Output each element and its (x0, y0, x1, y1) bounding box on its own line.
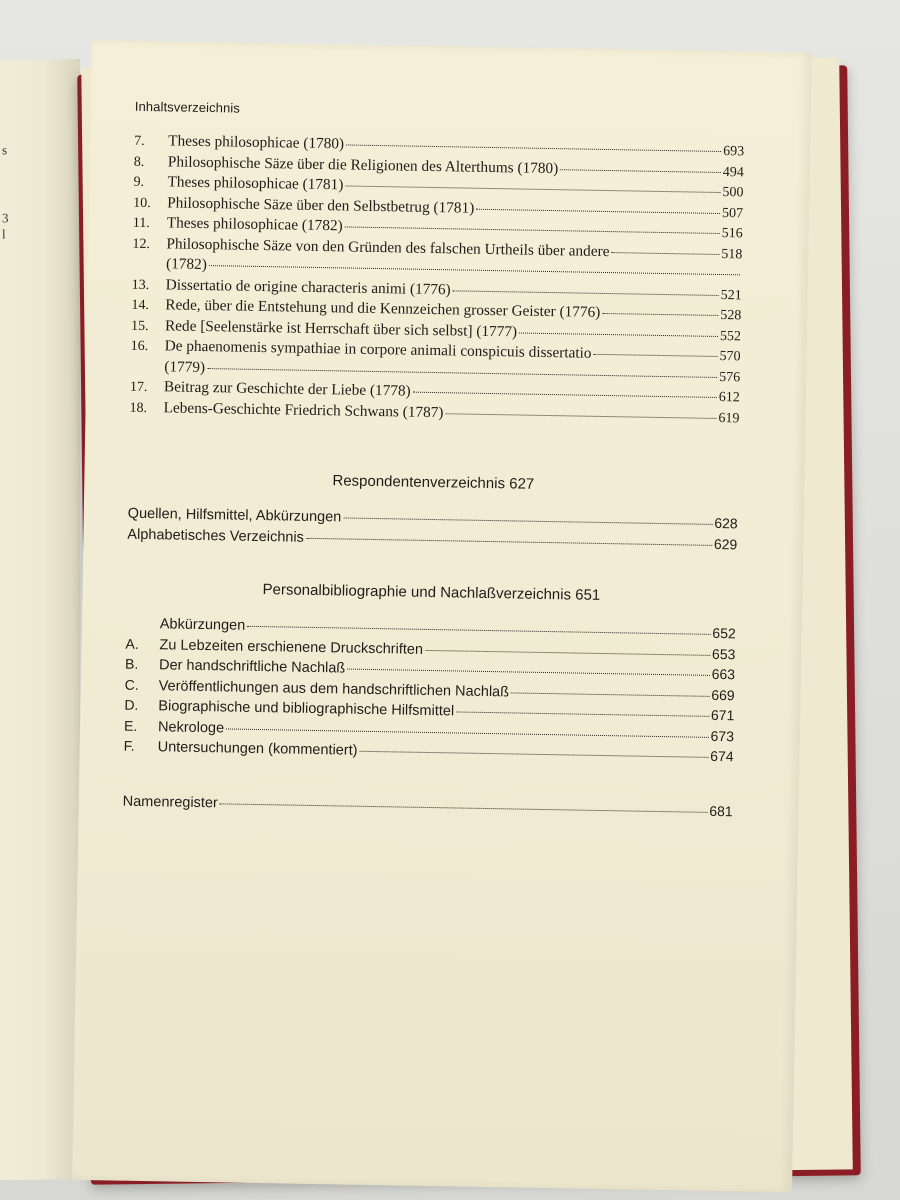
toc-entry-page: 570 (719, 349, 741, 365)
toc-entry-title: Philosophische Säze über die Religionen des Alterthums (1780) (167, 152, 559, 177)
prev-page-fragment: l (2, 226, 6, 242)
toc-entry-title: Biographische und bibliographische Hilfsmittel (158, 698, 455, 720)
toc-section-respondenten (127, 503, 738, 555)
dot-leader (476, 207, 720, 213)
previous-page-edge (0, 59, 80, 1181)
toc-entry-number: A. (125, 635, 139, 652)
toc-entry-page: 516 (721, 226, 743, 242)
book-page (72, 40, 812, 1192)
dot-leader (345, 184, 720, 193)
toc-entry-title: (1782) (165, 255, 208, 274)
toc-entry-number: 14. (131, 297, 150, 314)
toc-section-register (123, 791, 733, 822)
toc-entry-title: Beitrag zur Geschichte der Liebe (1778) (163, 378, 411, 400)
toc-entry-title: Rede, über die Entstehung und die Kennzeichen grosser Geister (1776) (165, 296, 601, 321)
toc-entry-page: 628 (714, 514, 738, 532)
dot-leader (456, 710, 709, 716)
toc-entry-title: Namenregister (122, 793, 218, 812)
toc-entry-number (132, 268, 166, 269)
running-head: Inhaltsverzeichnis (134, 98, 241, 116)
dot-leader (453, 289, 719, 296)
dot-leader (602, 312, 718, 316)
toc-entry-number: 9. (133, 174, 145, 190)
toc-entry-number (126, 628, 160, 629)
toc-entry-page: 669 (711, 686, 735, 703)
dot-leader (425, 648, 710, 655)
toc-entry (123, 791, 733, 822)
section-heading-personalbibliographie: Personalbibliographie und Nachlaßverzeichnis 651 (262, 581, 601, 604)
toc-entry-page: 552 (719, 328, 742, 344)
toc-entry-page: 521 (720, 287, 742, 303)
toc-entry-title: Lebens-Geschichte Friedrich Schwans (1787) (163, 398, 444, 421)
dot-leader (345, 225, 720, 234)
toc-entry-page: 500 (722, 185, 744, 201)
toc-entry-page: 663 (711, 665, 736, 683)
dot-leader (343, 516, 712, 524)
toc-part-1 (129, 131, 744, 429)
toc-entry-number: 13. (131, 277, 150, 293)
toc-entry-title: Quellen, Hilfsmittel, Abkürzungen (127, 505, 342, 526)
toc-entry-page: 629 (713, 535, 738, 552)
toc-entry-number: F. (123, 737, 135, 754)
toc-entry-title: Untersuchungen (kommentiert) (157, 739, 358, 759)
dot-leader (519, 331, 718, 336)
dot-leader (207, 367, 717, 378)
prev-page-fragment: s (2, 142, 8, 158)
toc-entry-title: Veröffentlichungen aus dem handschriftlichen Nachlaß (158, 677, 510, 700)
toc-entry-title: Zu Lebzeiten erschienene Druckschriften (159, 636, 424, 658)
toc-entry-page: 653 (711, 645, 736, 662)
dot-leader (347, 668, 709, 676)
dot-leader (209, 264, 740, 275)
dot-leader (346, 143, 721, 152)
toc-entry-number: B. (124, 655, 139, 672)
toc-entry-page: 576 (719, 369, 741, 385)
dot-leader (220, 802, 708, 813)
dot-leader (511, 691, 709, 696)
toc-entry-title: De phaenomenis sympathiae in corpore animali conspicuis dissertatio (164, 337, 592, 362)
toc-entry-title: Philosophische Säze von den Gründen des falschen Urtheils über andere (166, 234, 610, 260)
toc-entry-title: Rede [Seelenstärke ist Herrschaft über sich selbst] (1777) (164, 316, 518, 340)
toc-entry-page: 528 (720, 308, 742, 324)
dot-leader (226, 727, 709, 737)
toc-entry-number: 10. (133, 195, 151, 211)
toc-entry-page: 674 (710, 747, 734, 765)
toc-entry-page: 612 (718, 389, 740, 406)
dot-leader (306, 536, 712, 545)
toc-entry-number: 11. (132, 215, 150, 232)
toc-entry-number: C. (124, 676, 139, 693)
toc-entry-page: 507 (721, 205, 744, 221)
dot-leader (247, 625, 710, 635)
toc-entry-page: 681 (709, 802, 733, 820)
toc-entry-number: 12. (132, 236, 151, 252)
dot-leader (413, 391, 717, 398)
toc-entry-title: Nekrologe (157, 718, 225, 736)
prev-page-fragment: 3 (2, 210, 9, 226)
toc-entry-page: 518 (721, 246, 743, 262)
toc-entry-page: 673 (710, 727, 735, 744)
dot-leader (560, 168, 721, 173)
toc-entry-title: Der handschriftliche Nachlaß (158, 657, 346, 677)
toc-entry-number: 17. (129, 379, 148, 396)
toc-entry-title: (1779) (164, 357, 206, 376)
toc-entry-number: 15. (130, 318, 149, 334)
toc-entry-number (130, 370, 164, 371)
toc-entry-page: 619 (718, 410, 740, 426)
dot-leader (445, 412, 716, 419)
dot-leader (594, 353, 718, 357)
toc-entry-title: Theses philosophicae (1782) (166, 214, 343, 235)
toc-entry-page: 652 (712, 624, 736, 642)
toc-entry-title: Alphabetisches Verzeichnis (127, 526, 305, 546)
toc-entry-number: 16. (130, 338, 149, 355)
section-heading-respondenten: Respondentenverzeichnis 627 (332, 472, 535, 493)
toc-entry-number: 8. (133, 154, 145, 170)
dot-leader (611, 251, 719, 255)
toc-entry-title: Philosophische Säze über den Selbstbetrug (1781) (167, 193, 475, 217)
toc-section-personalbibliographie (124, 613, 736, 767)
toc-entry-title: Abkürzungen (159, 616, 246, 634)
toc-entry-number: D. (124, 696, 139, 713)
toc-entry-title: Theses philosophicae (1781) (167, 173, 344, 194)
toc-entry-page: 671 (710, 706, 735, 724)
dot-leader (359, 750, 708, 758)
toc-entry-number: 7. (134, 133, 145, 149)
toc-entry-title: Dissertatio de origine characteris animi (1776) (165, 275, 451, 298)
toc-entry-page: 494 (722, 164, 744, 180)
toc-entry-page: 693 (723, 144, 745, 160)
toc-entry-title: Theses philosophicae (1780) (168, 132, 345, 153)
toc-entry-number: 18. (129, 400, 148, 416)
toc-entry-number: E. (123, 717, 138, 734)
